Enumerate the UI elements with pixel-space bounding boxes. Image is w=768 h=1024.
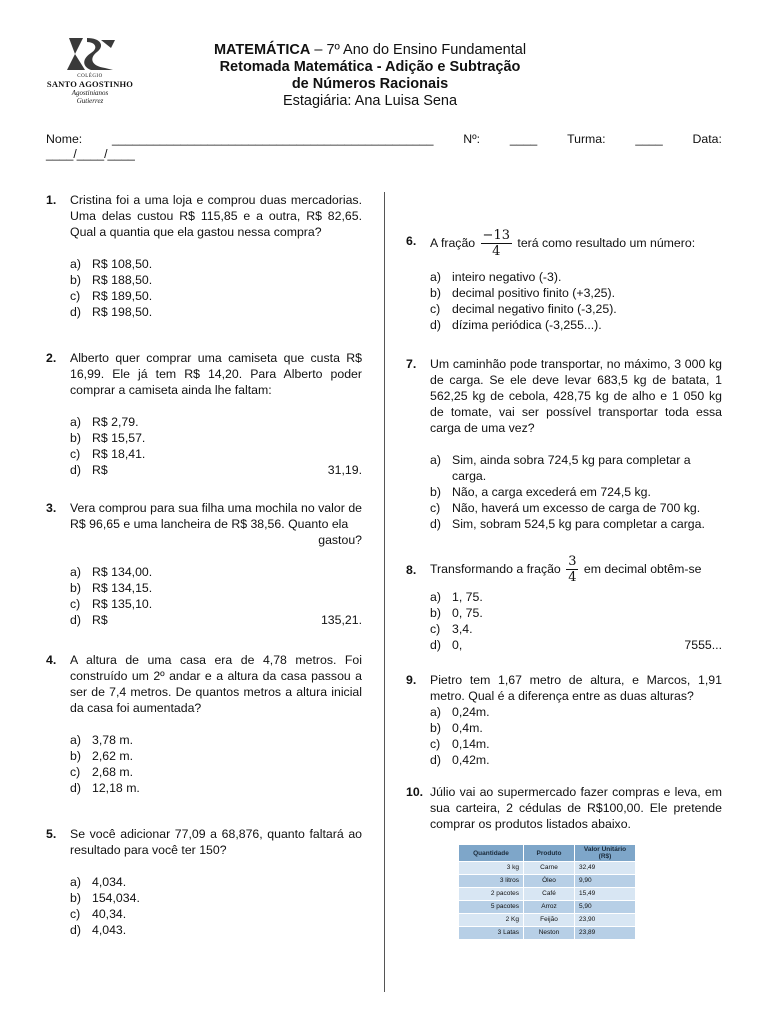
question-7 bbox=[406, 356, 722, 532]
question-number: 2. bbox=[46, 351, 57, 365]
page-header bbox=[200, 42, 540, 110]
table-header: Produto bbox=[524, 845, 575, 862]
title-line-2: de Números Racionais bbox=[291, 76, 449, 92]
option-c[interactable]: c) Não, haverá um excesso de carga de 700 kg. bbox=[430, 501, 701, 515]
products-table bbox=[458, 844, 636, 940]
table-row: 2 Kg Feijão 23,90 bbox=[459, 914, 636, 927]
question-text: Transformando a fração $\frac{3}{4}$ em decimal obtêm-se bbox=[430, 554, 702, 585]
class-field[interactable]: ____ bbox=[635, 132, 663, 146]
option-a[interactable]: a) R$ 2,79. bbox=[70, 415, 139, 429]
question-text: Vera comprou para sua filha uma mochila no valor de R$ 96,65 e uma lancheira de R$ 38,56. Quanto ela gastou? bbox=[70, 501, 362, 547]
question-1 bbox=[46, 192, 362, 320]
name-field[interactable]: _______________________________________________ bbox=[112, 132, 434, 146]
title-line-1: Retomada Matemática - Adição e Subtração bbox=[219, 59, 521, 75]
intern-line: Estagiária: Ana Luisa Sena bbox=[282, 93, 458, 109]
option-d[interactable]: d) dízima periódica (-3,255...). bbox=[430, 318, 602, 332]
table-row: 2 pacotes Café 15,49 bbox=[459, 888, 636, 901]
logo-emblem-icon bbox=[61, 36, 119, 72]
options-list bbox=[430, 452, 722, 532]
grade-text: – 7º Ano do Ensino Fundamental bbox=[310, 42, 527, 58]
option-b[interactable]: b) decimal positivo finito (+3,25). bbox=[430, 286, 616, 300]
option-b[interactable]: b) 0, 75. bbox=[430, 606, 483, 620]
question-text: Se você adicionar 77,09 a 68,876, quanto faltará ao resultado para você ter 150? bbox=[70, 827, 362, 857]
question-6 bbox=[406, 228, 722, 333]
option-b[interactable]: b) 154,034. bbox=[70, 891, 140, 905]
question-number: 4. bbox=[46, 653, 57, 667]
table-header: Quantidade bbox=[459, 845, 524, 862]
option-b[interactable]: b) R$ 15,57. bbox=[70, 431, 146, 445]
option-d[interactable]: d) R$ 31,19. bbox=[70, 463, 362, 477]
question-2 bbox=[46, 350, 362, 478]
option-d[interactable]: d) R$ 198,50. bbox=[70, 305, 153, 319]
question-text: Pietro tem 1,67 metro de altura, e Marcos, 1,91 metro. Qual é a diferença entre as duas alturas? bbox=[430, 673, 722, 703]
fraction: $\frac{-13}{4}$ bbox=[482, 228, 510, 259]
table-row: 5 pacotes Arroz 5,90 bbox=[459, 901, 636, 914]
question-9 bbox=[406, 672, 722, 768]
option-d[interactable]: d) 12,18 m. bbox=[70, 781, 140, 795]
question-text: Um caminhão pode transportar, no máximo, 3 000 kg de carga. Se ele deve levar 683,5 kg de batata, 1 562,25 kg de cebola, 428,75 kg de alho e 1 050 kg de tomate, vai ser possível transportar toda essa carga de uma vez? bbox=[430, 357, 722, 435]
option-b[interactable]: b) 0,4m. bbox=[430, 721, 483, 735]
option-d[interactable]: d) 4,043. bbox=[70, 923, 127, 937]
option-d[interactable]: d) 0,42m. bbox=[430, 753, 490, 767]
question-number: 6. bbox=[406, 234, 417, 248]
fraction: $\frac{3}{4}$ bbox=[568, 554, 577, 585]
option-b[interactable]: b) 2,62 m. bbox=[70, 749, 134, 763]
option-c[interactable]: c) R$ 18,41. bbox=[70, 447, 146, 461]
option-a[interactable]: a) R$ 134,00. bbox=[70, 565, 153, 579]
table-row: 3 litros Óleo 9,90 bbox=[459, 875, 636, 888]
option-b[interactable]: b) R$ 134,15. bbox=[70, 581, 153, 595]
options-list bbox=[70, 414, 362, 478]
option-c[interactable]: c) 3,4. bbox=[430, 622, 473, 636]
number-field[interactable]: ____ bbox=[509, 132, 538, 146]
question-number: 3. bbox=[46, 501, 57, 515]
options-list bbox=[430, 589, 722, 653]
options-list bbox=[70, 874, 362, 938]
subject-title: MATEMÁTICA bbox=[213, 42, 311, 58]
option-c[interactable]: c) 2,68 m. bbox=[70, 765, 134, 779]
question-number: 9. bbox=[406, 673, 417, 687]
options-list bbox=[70, 732, 362, 796]
logo-school-name: SANTO AGOSTINHO bbox=[46, 79, 134, 89]
table-row: 3 Latas Neston 23,89 bbox=[459, 927, 636, 940]
question-text: A fração $\frac{-13}{4}$ terá como resultado um número: bbox=[430, 228, 696, 259]
question-number: 5. bbox=[46, 827, 57, 841]
question-number: 1. bbox=[46, 193, 57, 207]
question-text: Júlio vai ao supermercado fazer compras e leva, em sua carteira, 2 cédulas de R$100,00. Ele pretende comprar os produtos listados abaixo. bbox=[430, 785, 722, 831]
school-logo bbox=[40, 36, 140, 105]
option-d[interactable]: d) Sim, sobram 524,5 kg para completar a carga. bbox=[430, 517, 705, 531]
table-row: 3 kg Carne 32,49 bbox=[459, 862, 636, 875]
option-a[interactable]: a) R$ 108,50. bbox=[70, 257, 153, 271]
option-b[interactable]: b) Não, a carga excederá em 724,5 kg. bbox=[430, 485, 651, 499]
question-text: A altura de uma casa era de 4,78 metros. Foi construído um 2º andar e a altura da casa passou a ser de 7,4 metros. De quantos metros a altura inicial da casa foi aumentada? bbox=[70, 653, 362, 715]
date-field[interactable]: ____/____/____ bbox=[46, 147, 135, 161]
table-header: Valor Unitário (R$) bbox=[575, 845, 636, 862]
student-info-form bbox=[46, 132, 722, 162]
option-c[interactable]: c) 40,34. bbox=[70, 907, 127, 921]
option-a[interactable]: a) 3,78 m. bbox=[70, 733, 134, 747]
question-number: 7. bbox=[406, 357, 417, 371]
question-text: Cristina foi a uma loja e comprou duas mercadorias. Uma delas custou R$ 115,85 e a outra, R$ 82,65. Qual a quantia que ela gastou nessa compra? bbox=[70, 193, 362, 239]
question-5 bbox=[46, 826, 362, 938]
name-label: Nome: bbox=[46, 132, 83, 146]
question-number: 8. bbox=[406, 563, 417, 577]
option-b[interactable]: b) R$ 188,50. bbox=[70, 273, 153, 287]
question-text: Alberto quer comprar uma camiseta que custa R$ 16,99. Ele já tem R$ 14,20. Para Alberto poder comprar a camiseta ainda lhe faltam: bbox=[70, 351, 362, 397]
question-10 bbox=[406, 784, 722, 940]
question-8 bbox=[406, 554, 722, 653]
number-label: Nº: bbox=[463, 132, 481, 146]
options-list bbox=[70, 564, 362, 628]
option-c[interactable]: c) decimal negativo finito (-3,25). bbox=[430, 302, 617, 316]
option-a[interactable]: a) inteiro negativo (-3). bbox=[430, 270, 562, 284]
option-d[interactable]: d) 0, 7555... bbox=[430, 638, 722, 652]
logo-sub2: Gutierrez bbox=[76, 97, 104, 105]
products-table-wrapper bbox=[458, 844, 722, 940]
logo-sub1: Agostinianos bbox=[71, 89, 109, 97]
option-d[interactable]: d) R$ 135,21. bbox=[70, 613, 362, 627]
options-list bbox=[70, 256, 362, 320]
question-3 bbox=[46, 500, 362, 628]
option-a[interactable]: a) 1, 75. bbox=[430, 590, 483, 604]
options-list bbox=[430, 704, 722, 768]
date-label: Data: bbox=[692, 132, 722, 146]
logo-top-text: COLÉGIO bbox=[77, 74, 103, 79]
option-a[interactable]: a) Sim, ainda sobra 724,5 kg para completar a carga. bbox=[430, 453, 691, 483]
option-c[interactable]: c) R$ 189,50. bbox=[70, 289, 153, 303]
option-c[interactable]: c) 0,14m. bbox=[430, 737, 490, 751]
options-list bbox=[430, 269, 722, 333]
option-c[interactable]: c) R$ 135,10. bbox=[70, 597, 153, 611]
column-divider bbox=[384, 192, 385, 992]
option-a[interactable]: a) 0,24m. bbox=[430, 705, 490, 719]
question-number: 10. bbox=[406, 785, 424, 799]
class-label: Turma: bbox=[567, 132, 606, 146]
option-a[interactable]: a) 4,034. bbox=[70, 875, 127, 889]
question-4 bbox=[46, 652, 362, 796]
